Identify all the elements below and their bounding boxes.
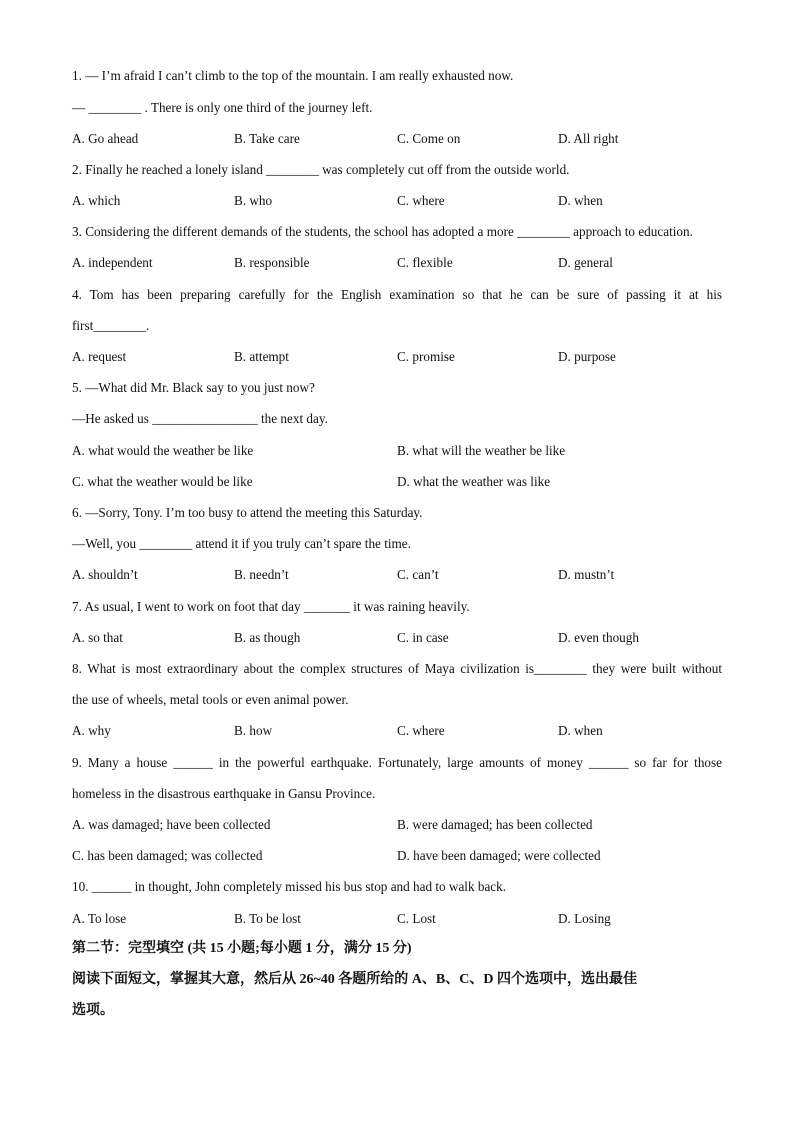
q9-option-d[interactable]: D. have been damaged; were collected [397,848,601,863]
q6-option-a[interactable]: A. shouldn’t [72,567,138,582]
q3-option-c[interactable]: C. flexible [397,255,453,270]
q7-option-d[interactable]: D. even though [558,630,639,645]
question-5-line-2: —He asked us ________________ the next day. [72,411,328,426]
q2-option-a[interactable]: A. which [72,193,121,208]
q4-option-c[interactable]: C. promise [397,349,455,364]
q4-option-b[interactable]: B. attempt [234,349,289,364]
question-7-line-1: 7. As usual, I went to work on foot that day _______ it was raining heavily. [72,599,470,614]
q7-option-b[interactable]: B. as though [234,630,301,645]
question-9-line-1: 9. Many a house ______ in the powerful earthquake. Fortunately, large amounts of money ______ so far for those [72,755,722,770]
section-instruction-line-1: 阅读下面短文，掌握其大意，然后从 26~40 各题所给的 A、B、C、D 四个选项中，选出最佳 [72,972,637,987]
q1-option-d[interactable]: D. All right [558,131,619,146]
q5-option-a[interactable]: A. what would the weather be like [72,443,254,458]
q6-option-b[interactable]: B. needn’t [234,567,289,582]
q7-option-c[interactable]: C. in case [397,630,449,645]
q1-option-b[interactable]: B. Take care [234,131,300,146]
q9-option-c[interactable]: C. has been damaged; was collected [72,848,263,863]
question-1-line-1: 1. — I’m afraid I can’t climb to the top of the mountain. I am really exhausted now. [72,68,514,83]
q6-option-d[interactable]: D. mustn’t [558,567,615,582]
q5-option-b[interactable]: B. what will the weather be like [397,443,566,458]
q3-option-d[interactable]: D. general [558,255,613,270]
question-4-line-2: first________. [72,318,150,333]
q6-option-c[interactable]: C. can’t [397,567,439,582]
q2-option-d[interactable]: D. when [558,193,603,208]
q2-option-b[interactable]: B. who [234,193,273,208]
q10-option-c[interactable]: C. Lost [397,911,436,926]
question-4-line-1: 4. Tom has been preparing carefully for the English examination so that he can be sure of passing it at his [72,287,722,302]
q9-option-a[interactable]: A. was damaged; have been collected [72,817,271,832]
section-instruction-line-2: 选项。 [72,1003,114,1018]
q3-option-a[interactable]: A. independent [72,255,153,270]
question-2-line-1: 2. Finally he reached a lonely island ________ was completely cut off from the outside world. [72,162,570,177]
q8-option-d[interactable]: D. when [558,723,603,738]
question-6-line-2: —Well, you ________ attend it if you truly can’t spare the time. [72,536,411,551]
question-9-line-2: homeless in the disastrous earthquake in Gansu Province. [72,786,376,801]
q8-option-c[interactable]: C. where [397,723,445,738]
question-8-line-2: the use of wheels, metal tools or even animal power. [72,692,349,707]
question-3-line-1: 3. Considering the different demands of the students, the school has adopted a more ________ approach to education. [72,224,693,239]
q1-option-a[interactable]: A. Go ahead [72,131,139,146]
q5-option-c[interactable]: C. what the weather would be like [72,474,253,489]
q10-option-d[interactable]: D. Losing [558,911,611,926]
q8-option-b[interactable]: B. how [234,723,273,738]
q9-option-b[interactable]: B. were damaged; has been collected [397,817,593,832]
question-5-line-1: 5. —What did Mr. Black say to you just now? [72,380,315,395]
question-1-line-2: — ________ . There is only one third of the journey left. [72,100,373,115]
question-6-line-1: 6. —Sorry, Tony. I’m too busy to attend the meeting this Saturday. [72,505,423,520]
q10-option-b[interactable]: B. To be lost [234,911,301,926]
q3-option-b[interactable]: B. responsible [234,255,310,270]
q4-option-a[interactable]: A. request [72,349,127,364]
section-heading: 第二节：完型填空 (共 15 小题;每小题 1 分，满分 15 分) [72,941,412,956]
question-10-line-1: 10. ______ in thought, John completely missed his bus stop and had to walk back. [72,879,507,894]
question-8-line-1: 8. What is most extraordinary about the complex structures of Maya civilization is________ they were built without [72,661,722,676]
q5-option-d[interactable]: D. what the weather was like [397,474,551,489]
q4-option-d[interactable]: D. purpose [558,349,616,364]
q8-option-a[interactable]: A. why [72,723,111,738]
q1-option-c[interactable]: C. Come on [397,131,461,146]
q10-option-a[interactable]: A. To lose [72,911,127,926]
q2-option-c[interactable]: C. where [397,193,445,208]
q7-option-a[interactable]: A. so that [72,630,123,645]
